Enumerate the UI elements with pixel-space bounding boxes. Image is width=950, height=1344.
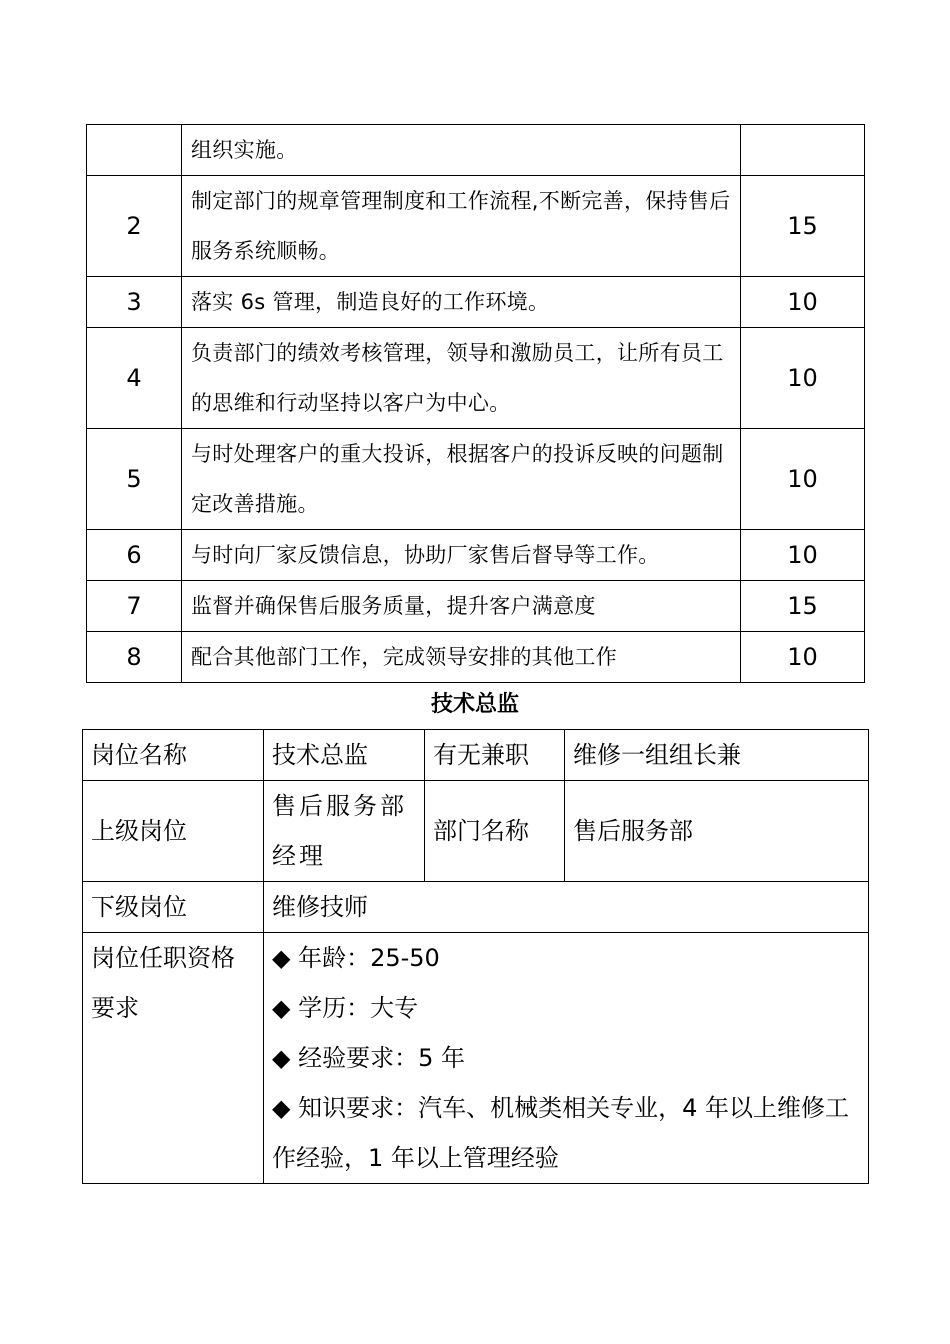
table-row (83, 730, 869, 781)
qualification-item: ◆ 学历：大专 (272, 994, 419, 1022)
table-row (83, 882, 869, 933)
table-row (87, 125, 865, 176)
duty-score: 10 (741, 429, 865, 530)
duty-number (87, 125, 182, 176)
duty-number: 2 (87, 176, 182, 277)
position-info-table (82, 729, 869, 1184)
duty-score: 15 (741, 176, 865, 277)
duty-description: 配合其他部门工作，完成领导安排的其他工作 (182, 632, 741, 683)
duty-description: 负责部门的绩效考核管理，领导和激励员工，让所有员工的思维和行动坚持以客户为中心。 (182, 328, 741, 429)
qualification-item: ◆ 知识要求：汽车、机械类相关专业，4 年以上维修工作经验，1 年以上管理经验 (272, 1094, 849, 1172)
duty-number: 6 (87, 530, 182, 581)
table-row (87, 176, 865, 277)
qualification-list (264, 933, 869, 1184)
duty-score: 10 (741, 277, 865, 328)
table-row (87, 277, 865, 328)
qualification-label: 岗位任职资格要求 (83, 933, 264, 1184)
duty-description: 制定部门的规章管理制度和工作流程,不断完善，保持售后服务系统顺畅。 (182, 176, 741, 277)
table-row (83, 933, 869, 1184)
concurrent-label: 有无兼职 (425, 730, 565, 781)
qualification-item: ◆ 经验要求：5 年 (272, 1044, 465, 1072)
qualification-item: ◆ 年龄：25-50 (272, 944, 440, 972)
table-row (83, 781, 869, 882)
position-name-label: 岗位名称 (83, 730, 264, 781)
department-value: 售后服务部 (565, 781, 869, 882)
subordinate-label: 下级岗位 (83, 882, 264, 933)
table-row (87, 429, 865, 530)
duty-description: 与时向厂家反馈信息，协助厂家售后督导等工作。 (182, 530, 741, 581)
duty-score: 15 (741, 581, 865, 632)
table-row (87, 581, 865, 632)
duty-number: 7 (87, 581, 182, 632)
duty-score: 10 (741, 632, 865, 683)
subordinate-value: 维修技师 (264, 882, 869, 933)
superior-value: 售后服务部经理 (264, 781, 425, 882)
duty-description: 与时处理客户的重大投诉，根据客户的投诉反映的问题制定改善措施。 (182, 429, 741, 530)
duty-description: 监督并确保售后服务质量，提升客户满意度 (182, 581, 741, 632)
section-title: 技术总监 (430, 692, 519, 717)
duty-number: 4 (87, 328, 182, 429)
duty-number: 5 (87, 429, 182, 530)
table-row (87, 632, 865, 683)
department-label: 部门名称 (425, 781, 565, 882)
duty-table (86, 124, 865, 683)
superior-label: 上级岗位 (83, 781, 264, 882)
duty-number: 8 (87, 632, 182, 683)
table-row (87, 530, 865, 581)
table-row (87, 328, 865, 429)
duty-description: 组织实施。 (182, 125, 741, 176)
duty-number: 3 (87, 277, 182, 328)
duty-description: 落实 6s 管理，制造良好的工作环境。 (182, 277, 741, 328)
duty-score: 10 (741, 328, 865, 429)
duty-score: 10 (741, 530, 865, 581)
position-name-value: 技术总监 (264, 730, 425, 781)
concurrent-value: 维修一组组长兼 (565, 730, 869, 781)
duty-score (741, 125, 865, 176)
